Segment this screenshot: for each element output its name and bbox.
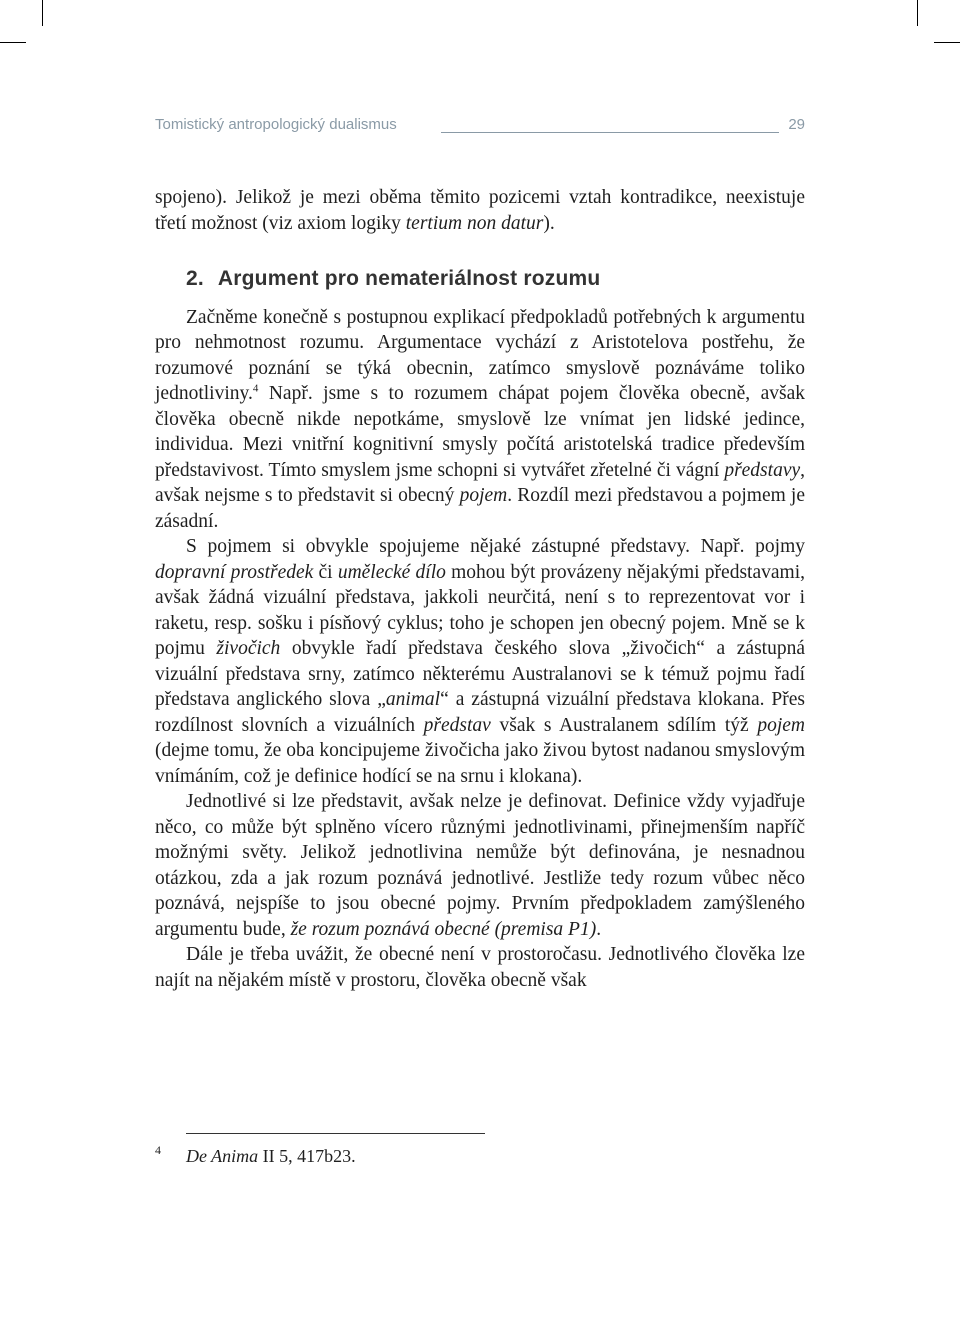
section-heading [186,266,805,292]
body-text [155,185,805,993]
crop-mark-top-right [934,42,960,43]
paragraph: S pojmem si obvykle spojujeme nějaké zástupné představy. Např. pojmy dopravní prostředek či umělecké dílo mohou být provázeny nějakými představami, avšak žádná vizuální představa, jakkoli neurčitá, není s to reprezentovat vor i raketu, resp. sošku i písňový cyklus; toho je schopen jen obecný pojem. Mně se k pojmu živočich obvykle řadí představa českého slova „živočich“ a zástupná vizuální představa srny, zatímco některému Australanovi se k témuž pojmu řadí představa anglického slova „animal“ a zástupná vizuální představa klokana. Přes rozdílnost slovních a vizuálních představ však s Australanem sdílím týž pojem (dejme tomu, že oba koncipujeme živočicha jako živou bytost nadanou smyslovým vnímáním, což je definice hodící se na srnu i klokana). [155,536,805,787]
italic-term: dopravní prostředek [155,561,314,583]
italic-term: tertium non datur [405,212,544,234]
header-rule [441,132,779,133]
section-title: Argument pro nemateriálnost rozumu [217,267,601,290]
paragraph: Jednotlivé si lze představit, avšak nelze je definovat. Definice vždy vyjadřuje něco, co může být splněno vícero různými jednotlivinami, přinejmenším napříč možnými světy. Jelikož jednotlivina nemůže být definována, je nesnadnou otázkou, zda a jak rozum poznává jednotlivé. Jestliže tedy rozum vůbec něco poznává, nejspíše to jsou obecné pojmy. Prvním předpokladem zamýšleného argumentu bude, že rozum poznává obecné (premisa P1). [155,791,805,940]
italic-term: animal [385,689,441,710]
italic-term: živočich [216,638,281,659]
footnote-separator [186,1133,485,1134]
italic-premise: že rozum poznává obecné (premisa P1) [290,918,597,940]
italic-title: De Anima [186,1146,259,1166]
footnote-reference[interactable]: 4 [252,382,259,395]
italic-term: pojem [757,714,805,736]
crop-mark-top-left [0,42,26,43]
paragraph: Dále je třeba uvážit, že obecné není v prostoročasu. Jednotlivého člověka lze najít na nějakém místě v prostoru, člověka obecně však [155,944,805,991]
italic-term: pojem [459,485,508,506]
running-header [155,116,805,138]
italic-term: představ [423,714,491,736]
footnote-mark: 4 [155,1143,161,1157]
footnote-text: De Anima II 5, 417b23. [186,1146,356,1166]
running-title: Tomistický antropologický dualismus [155,116,397,133]
italic-term: umělecké dílo [337,561,446,583]
page-number: 29 [788,116,805,133]
crop-mark-top-right-vertical [917,0,918,26]
italic-term: představy [724,459,801,481]
crop-mark-top-left-vertical [42,0,43,26]
paragraph-continued: spojeno). Jelikož je mezi oběma těmito pozicemi vztah kontradikce, neexistuje třetí možnost (viz axiom logiky tertium non datur). [155,187,805,234]
section-number: 2. [186,267,204,290]
paragraph: Začněme konečně s postupnou explikací předpokladů potřebných k argumentu pro nehmotnost rozumu. Argumentace vychází z Aristotelova postřehu, že rozumové poznání se týká obecnin, zatímco smyslově poznáváme toliko jednotliviny.$^4$ Např. jsme s to rozumem chápat pojem člověka obecně, avšak člověka obecně nikde nepotkáme, smyslově lze vnímat jen lidské jedince, individua. Mezi vnitřní kognitivní smysly počítá aristotelská tradice především představivost. Tímto smyslem jsme schopni si vytvářet zřetelné či vágní představy, avšak nejsme s to představit si obecný pojem. Rozdíl mezi představou a pojmem je zásadní. [155,306,805,532]
